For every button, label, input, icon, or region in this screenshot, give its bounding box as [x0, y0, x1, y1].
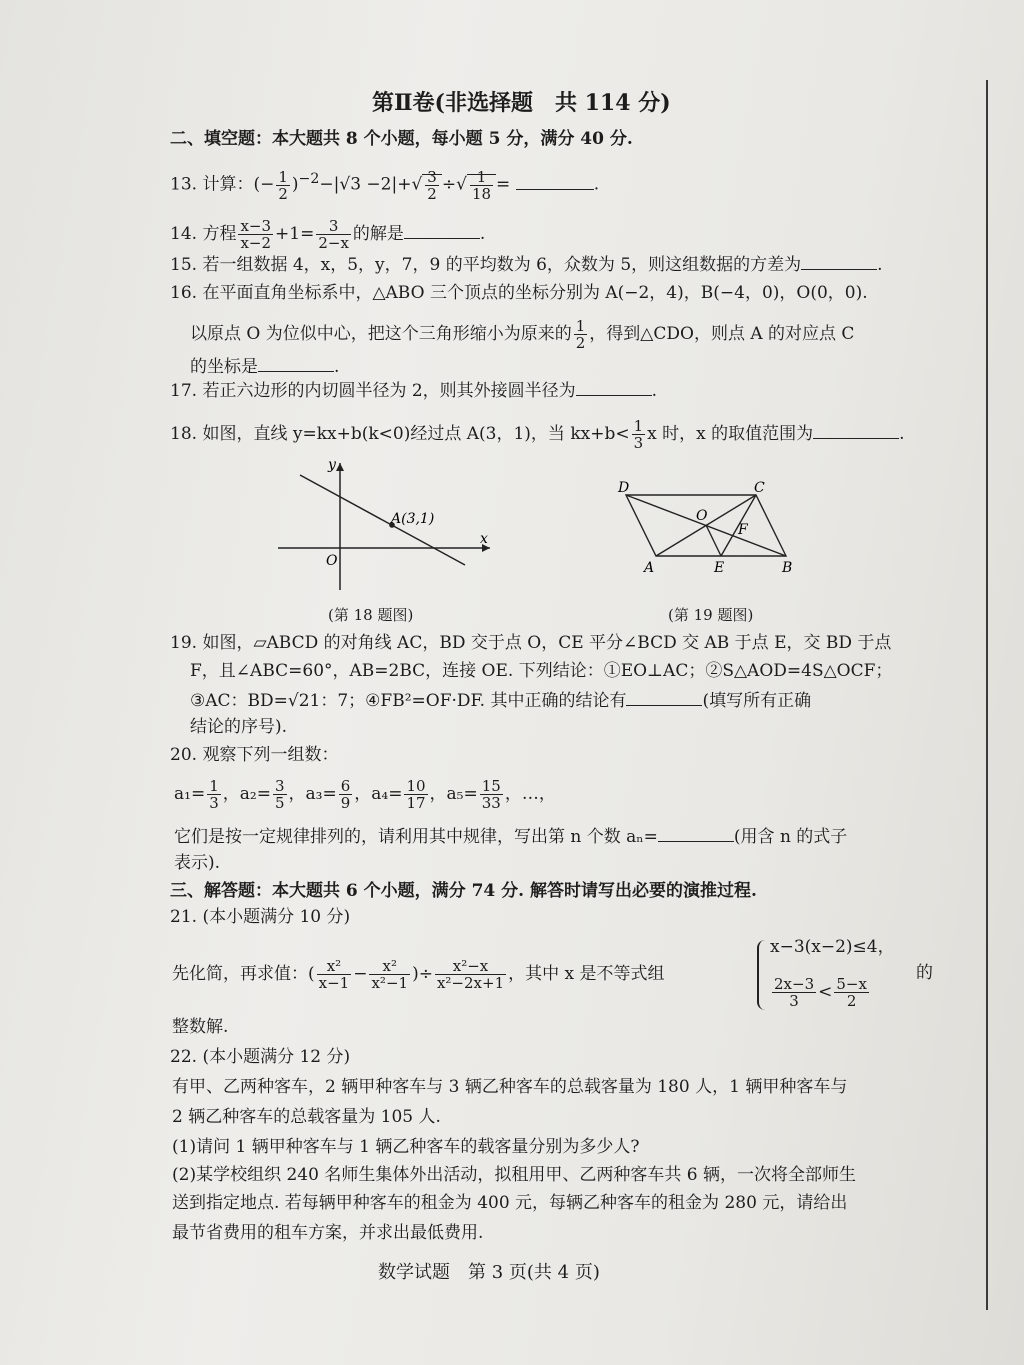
line-y-kx-b [300, 475, 465, 565]
answer-blank-19[interactable] [626, 691, 702, 706]
question-16-line1: 16. 在平面直角坐标系中，△ABO 三个顶点的坐标分别为 A(−2，4)，B(−4，0)，O(0，0). [170, 283, 868, 303]
question-21-body: 先化简，再求值：( $\frac{\text{x²}}{x-1}$ − $\frac{\text{x²}}{\text{x²−1}}$ )÷ $\frac{\text{x²−x}}{\text{x²−2x+1}}$ ，其中 x 是不等式组 [172, 957, 665, 992]
question-16-line3: 的坐标是 . [190, 357, 340, 377]
question-19-line3: ③AC：BD=√21：7；④FB²=OF·DF. 其中正确的结论有 (填写所有正确 [190, 691, 812, 711]
origin-label: O [326, 553, 338, 569]
question-21-de: 的 [916, 963, 933, 983]
answer-blank-20[interactable] [658, 827, 734, 842]
question-20-sequence: a₁= $\frac{1}{3}$ ，a₂= $\frac{3}{5}$ ，a₃= $\frac{6}{9}$ ，a₄= $\frac{10}{17}$ ，a₅= $\frac{15}{33}$ ，…， [174, 777, 556, 812]
question-14: 14. 方程 $\frac{x-3}{x-2}$ +1= $\frac{3}{2-x}$ 的解是 . [170, 217, 486, 252]
question-21-tail: 整数解. [172, 1017, 229, 1037]
question-20-line1: 20. 观察下列一组数： [170, 745, 339, 765]
solution-heading: 三、解答题：本大题共 6 个小题，满分 74 分. 解答时请写出必要的演推过程. [170, 881, 757, 901]
question-22-head: 22. (本小题满分 12 分) [170, 1047, 351, 1067]
label-c: C [754, 480, 765, 496]
question-22-part2-line2: 送到指定地点. 若每辆甲种客车的租金为 400 元，每辆乙种客车的租金为 280 元，请给出 [172, 1193, 848, 1213]
section-title: 第Ⅱ卷(非选择题 共 114 分) [372, 90, 671, 116]
inequality-brace-icon [757, 940, 769, 1010]
x-label: x [480, 531, 488, 547]
question-18: 18. 如图，直线 y=kx+b(k<0)经过点 A(3，1)，当 kx+b< $\frac{1}{3}$ x 时，x 的取值范围为 . [170, 417, 905, 452]
answer-blank-13[interactable] [516, 175, 594, 190]
figure-18 [270, 455, 500, 595]
answer-blank-17[interactable] [576, 381, 652, 396]
page-footer: 数学试题 第 3 页(共 4 页) [378, 1262, 600, 1283]
question-15: 15. 若一组数据 4，x，5，y，7，9 的平均数为 6，众数为 5，则这组数据的方差为 . [170, 255, 883, 275]
question-22-part2-line1: (2)某学校组织 240 名师生集体外出活动，拟租用甲、乙两种客车共 6 辆，一次将全部师生 [172, 1165, 856, 1185]
label-d: D [618, 480, 630, 496]
question-17: 17. 若正六边形的内切圆半径为 2，则其外接圆半径为 . [170, 381, 658, 401]
figure-19-caption: (第 19 题图) [668, 606, 754, 624]
question-22-part2-line3: 最节省费用的租车方案，并求出最低费用. [172, 1223, 484, 1243]
y-axis-arrow-icon [336, 463, 344, 471]
inequality-1: x−3(x−2)≤4， [770, 937, 895, 957]
label-f: F [738, 522, 748, 538]
figure-19 [610, 478, 810, 578]
label-e: E [714, 560, 725, 576]
question-21-head: 21. (本小题满分 10 分) [170, 907, 351, 927]
question-13: 13. 计算：(− $\frac{1}{2}$ )$^{-2}$−|√3 −2|+√ $\frac{3}{2}$ ÷√ $\frac{1}{18}$ = . [170, 167, 600, 203]
question-22-part1: (1)请问 1 辆甲种客车与 1 辆乙种客车的载客量分别为多少人? [172, 1137, 640, 1157]
label-a: A [644, 560, 655, 576]
margin-rule [986, 80, 988, 1310]
fill-blank-heading: 二、填空题：本大题共 8 个小题，每小题 5 分，满分 40 分. [170, 129, 633, 149]
inequality-2: $\frac{2x-3}{3}$ < $\frac{5-x}{2}$ [774, 975, 867, 1010]
figure-18-caption: (第 18 题图) [328, 606, 414, 624]
answer-blank-16[interactable] [258, 357, 334, 372]
label-b: B [782, 560, 793, 576]
answer-blank-15[interactable] [801, 255, 877, 270]
question-22-line2: 2 辆乙种客车的总载客量为 105 人. [172, 1107, 441, 1127]
label-o: O [696, 508, 708, 524]
question-20-line4: 表示). [174, 853, 221, 873]
question-19-line2: F，且∠ABC=60°，AB=2BC，连接 OE. 下列结论：①EO⊥AC；②S△AOD=4S△OCF； [190, 661, 893, 681]
answer-blank-18[interactable] [813, 424, 899, 439]
y-label: y [328, 457, 336, 473]
answer-blank-14[interactable] [404, 224, 480, 239]
question-22-line1: 有甲、乙两种客车，2 辆甲种客车与 3 辆乙种客车的总载客量为 180 人，1 辆甲种客车与 [172, 1077, 848, 1097]
question-19-line1: 19. 如图，▱ABCD 的对角线 AC，BD 交于点 O，CE 平分∠BCD 交 AB 于点 E，交 BD 于点 [170, 633, 892, 653]
point-a-label: A(3,1) [391, 511, 435, 527]
question-20-line3: 它们是按一定规律排列的，请利用其中规律，写出第 n 个数 aₙ= (用含 n 的式子 [174, 827, 848, 847]
question-19-line4: 结论的序号). [190, 717, 288, 737]
question-16-line2: 以原点 O 为位似中心，把这个三角形缩小为原来的 $\frac{1}{2}$ ，得到△CDO，则点 A 的对应点 C [190, 317, 855, 352]
